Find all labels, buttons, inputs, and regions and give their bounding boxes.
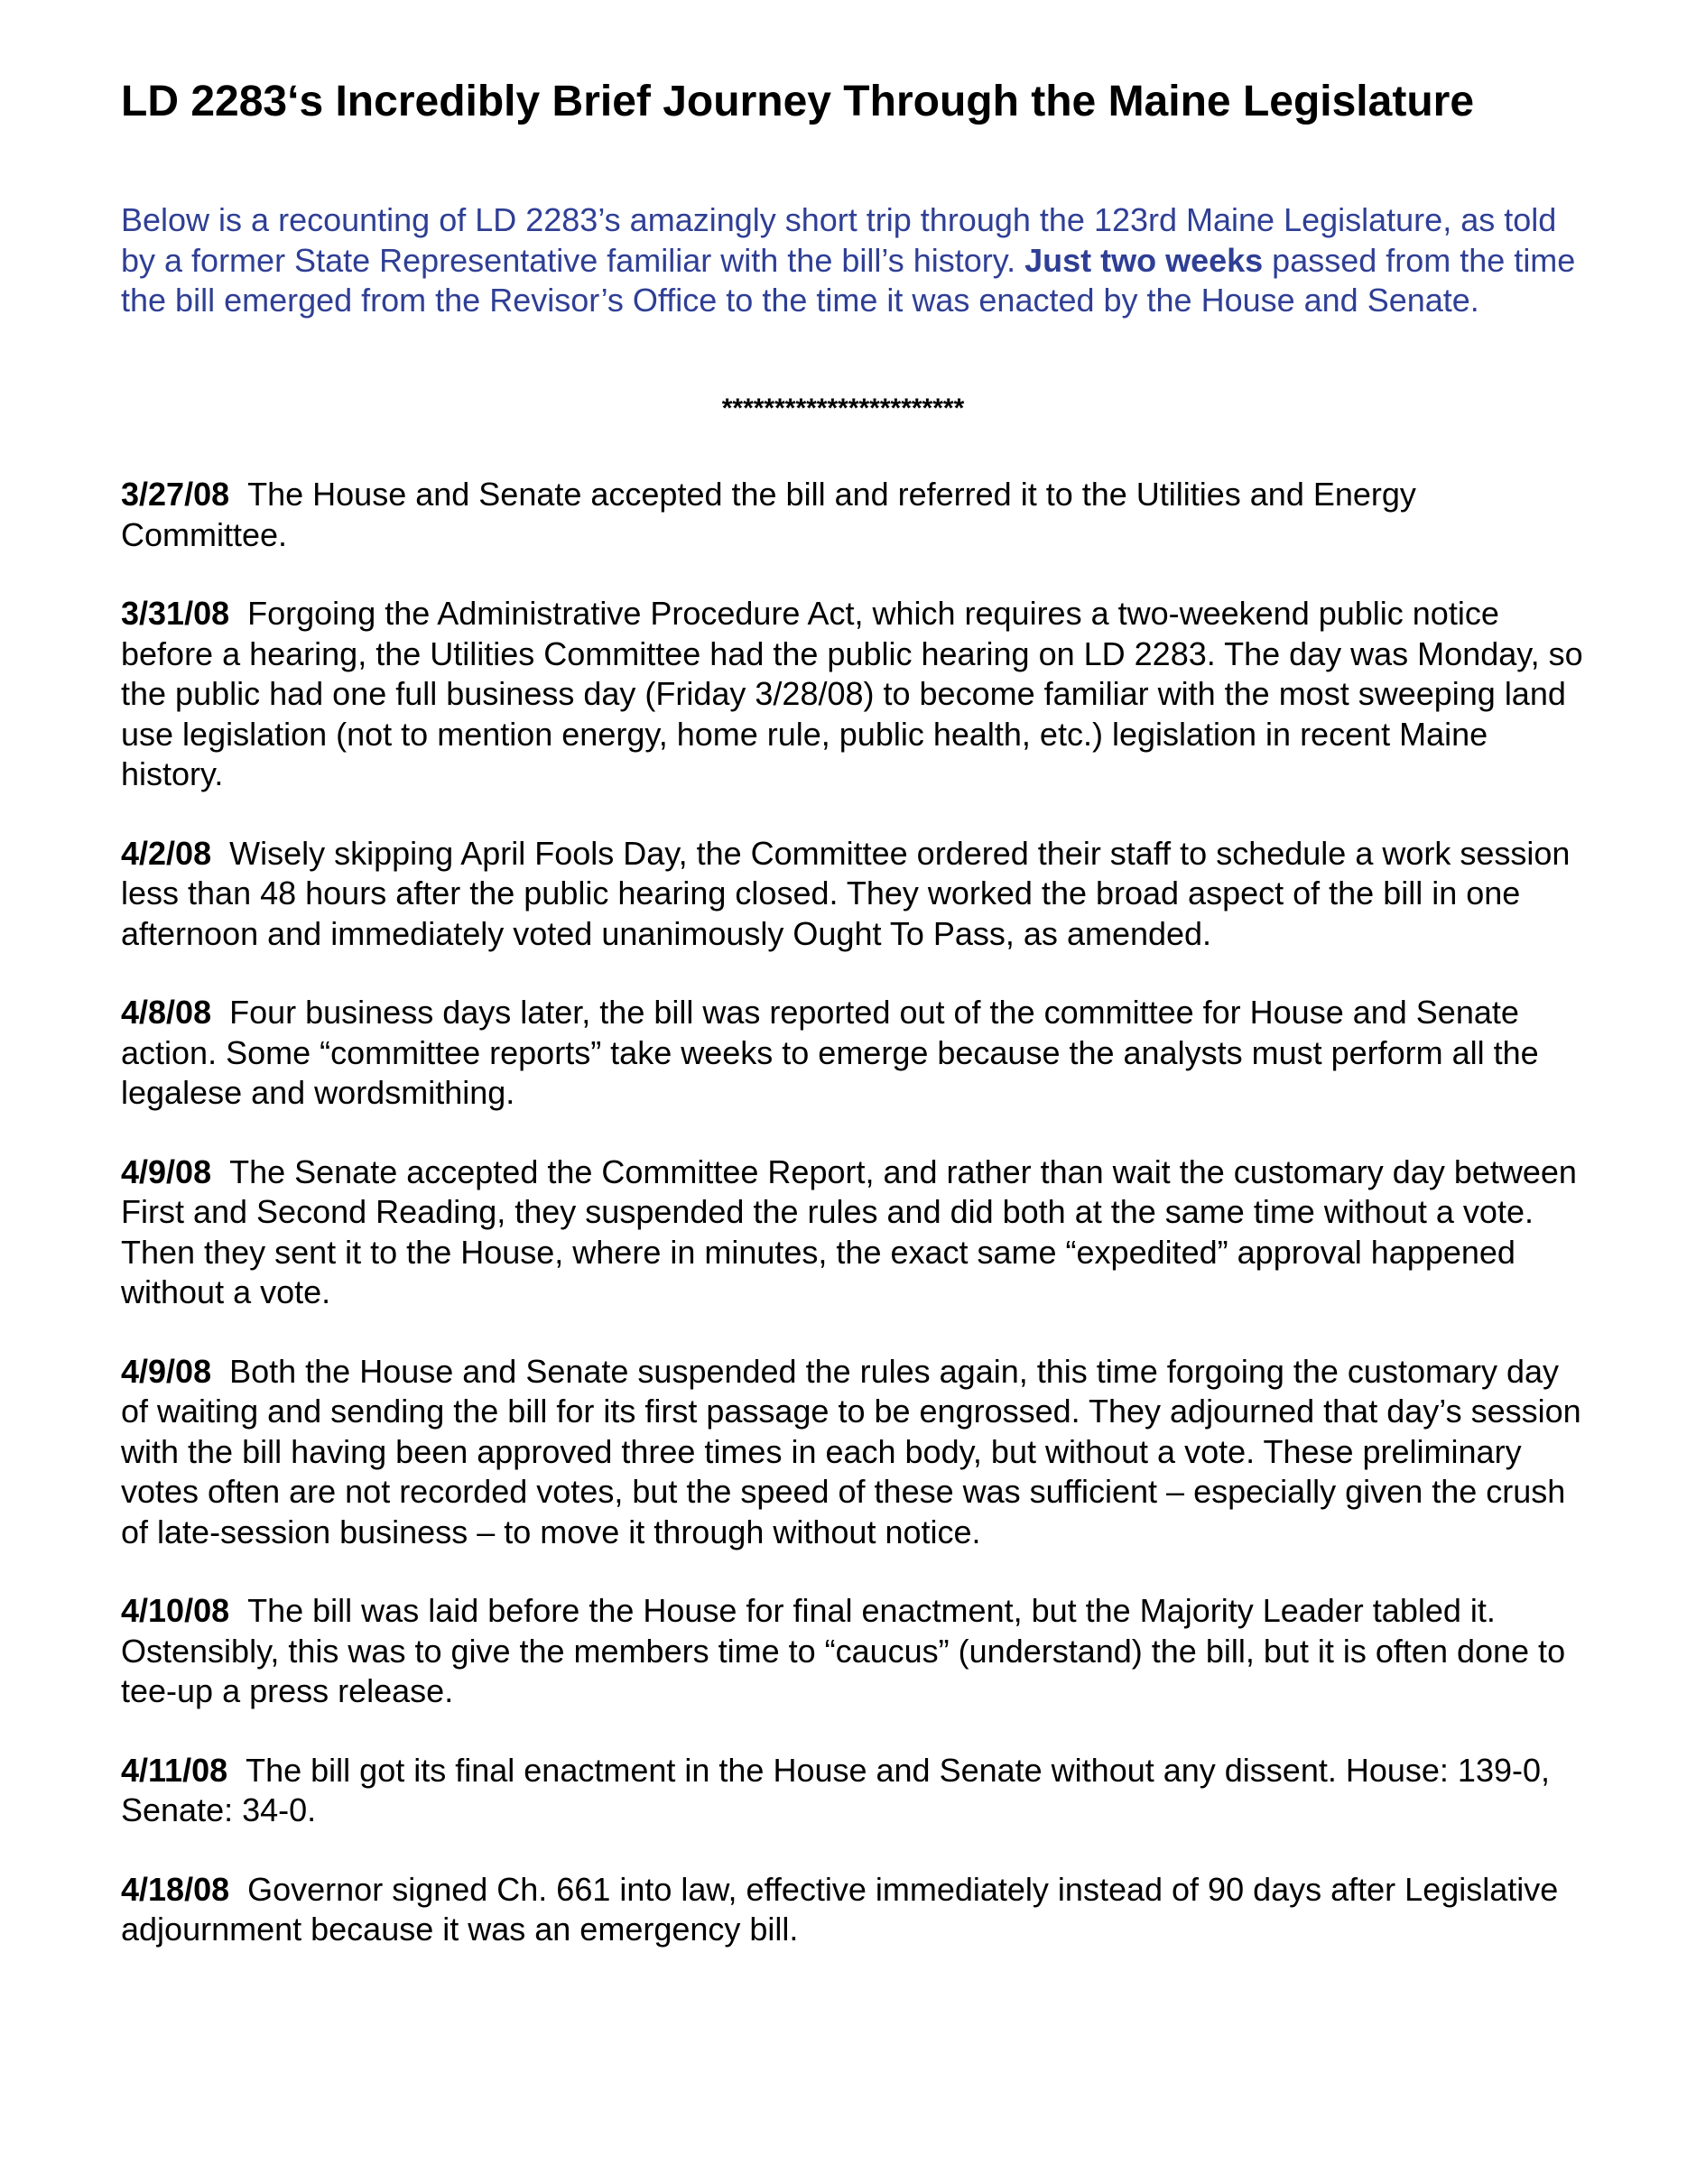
entry-date: 3/31/08 (121, 595, 230, 632)
section-separator: *********************** (721, 393, 965, 423)
entry-text: Both the House and Senate suspended the rules again, this time forgoing the customary day of waiting and sending the bill for its first passage to be engrossed. They adjourned that day’s session with the bill having been approved three times in each body, but without a vote. These preliminary votes often are not recorded votes, but the speed of these was sufficient – especially given the crush of late-session business – to move it through without notice. (121, 1352, 1581, 1550)
timeline-entry (121, 834, 1583, 955)
entry-text: Governor signed Ch. 661 into law, effective immediately instead of 90 days after Legislative adjournment because it was an emergency bill. (121, 1870, 1559, 1948)
intro-text-end: passed from the time the bill emerged from the Revisor’s Office to the time it was enacted by the House and Senate. (121, 241, 1576, 319)
entry-date: 4/9/08 (121, 1152, 212, 1190)
entry-text: The bill got its final enactment in the House and Senate without any dissent. House: 139-0, Senate: 34-0. (121, 1751, 1550, 1828)
intro-paragraph (121, 200, 1583, 321)
entry-date: 4/11/08 (121, 1751, 228, 1789)
entry-date: 3/27/08 (121, 476, 230, 513)
document-title: LD 2283‘s Incredibly Brief Journey Through the Maine Legislature (121, 78, 1475, 125)
timeline-entry (121, 1591, 1583, 1712)
entry-text: The bill was laid before the House for final enactment, but the Majority Leader tabled it. Ostensibly, this was to give the members time to “caucus” (understand) the bill, but it is often done to tee-up a press release. (121, 1592, 1566, 1709)
intro-emphasis: Just two weeks (1024, 241, 1264, 279)
entry-date: 4/18/08 (121, 1870, 230, 1908)
timeline-entry (121, 594, 1583, 795)
timeline-entry (121, 1870, 1583, 1950)
entry-text: Four business days later, the bill was reported out of the committee for House and Senate action. Some “committee reports” take weeks to emerge because the analysts must perform all the legalese and wordsmithing. (121, 994, 1539, 1111)
entry-text: Wisely skipping April Fools Day, the Committee ordered their staff to schedule a work session less than 48 hours after the public hearing closed. They worked the broad aspect of the bill in one afternoon and immediately voted unanimously Ought To Pass, as amended. (121, 834, 1571, 952)
timeline-entry (121, 475, 1583, 555)
timeline-entry (121, 993, 1583, 1114)
timeline-entry (121, 1152, 1583, 1313)
timeline-entry (121, 1352, 1583, 1553)
timeline-entry (121, 1751, 1583, 1831)
intro-text-start: Below is a recounting of LD 2283’s amazingly short trip through the 123rd Maine Legislature, as told by a former State Representative familiar with the bill’s history. (121, 201, 1557, 279)
entry-date: 4/9/08 (121, 1352, 212, 1390)
entry-date: 4/10/08 (121, 1592, 230, 1629)
entry-text: The House and Senate accepted the bill and referred it to the Utilities and Energy Committee. (121, 476, 1416, 553)
entry-text: The Senate accepted the Committee Report, and rather than wait the customary day between First and Second Reading, they suspended the rules and did both at the same time without a vote. Then they sent it to the House, where in minutes, the exact same “expedited” approval happened without a vote. (121, 1152, 1577, 1310)
entry-date: 4/8/08 (121, 994, 212, 1031)
entry-text: Forgoing the Administrative Procedure Act, which requires a two-weekend public notice before a hearing, the Utilities Committee had the public hearing on LD 2283. The day was Monday, so the public had one full business day (Friday 3/28/08) to become familiar with the most sweeping land use legislation (not to mention energy, home rule, public health, etc.) legislation in recent Maine history. (121, 595, 1583, 792)
entry-date: 4/2/08 (121, 834, 212, 872)
timeline-entries (121, 475, 1583, 1989)
